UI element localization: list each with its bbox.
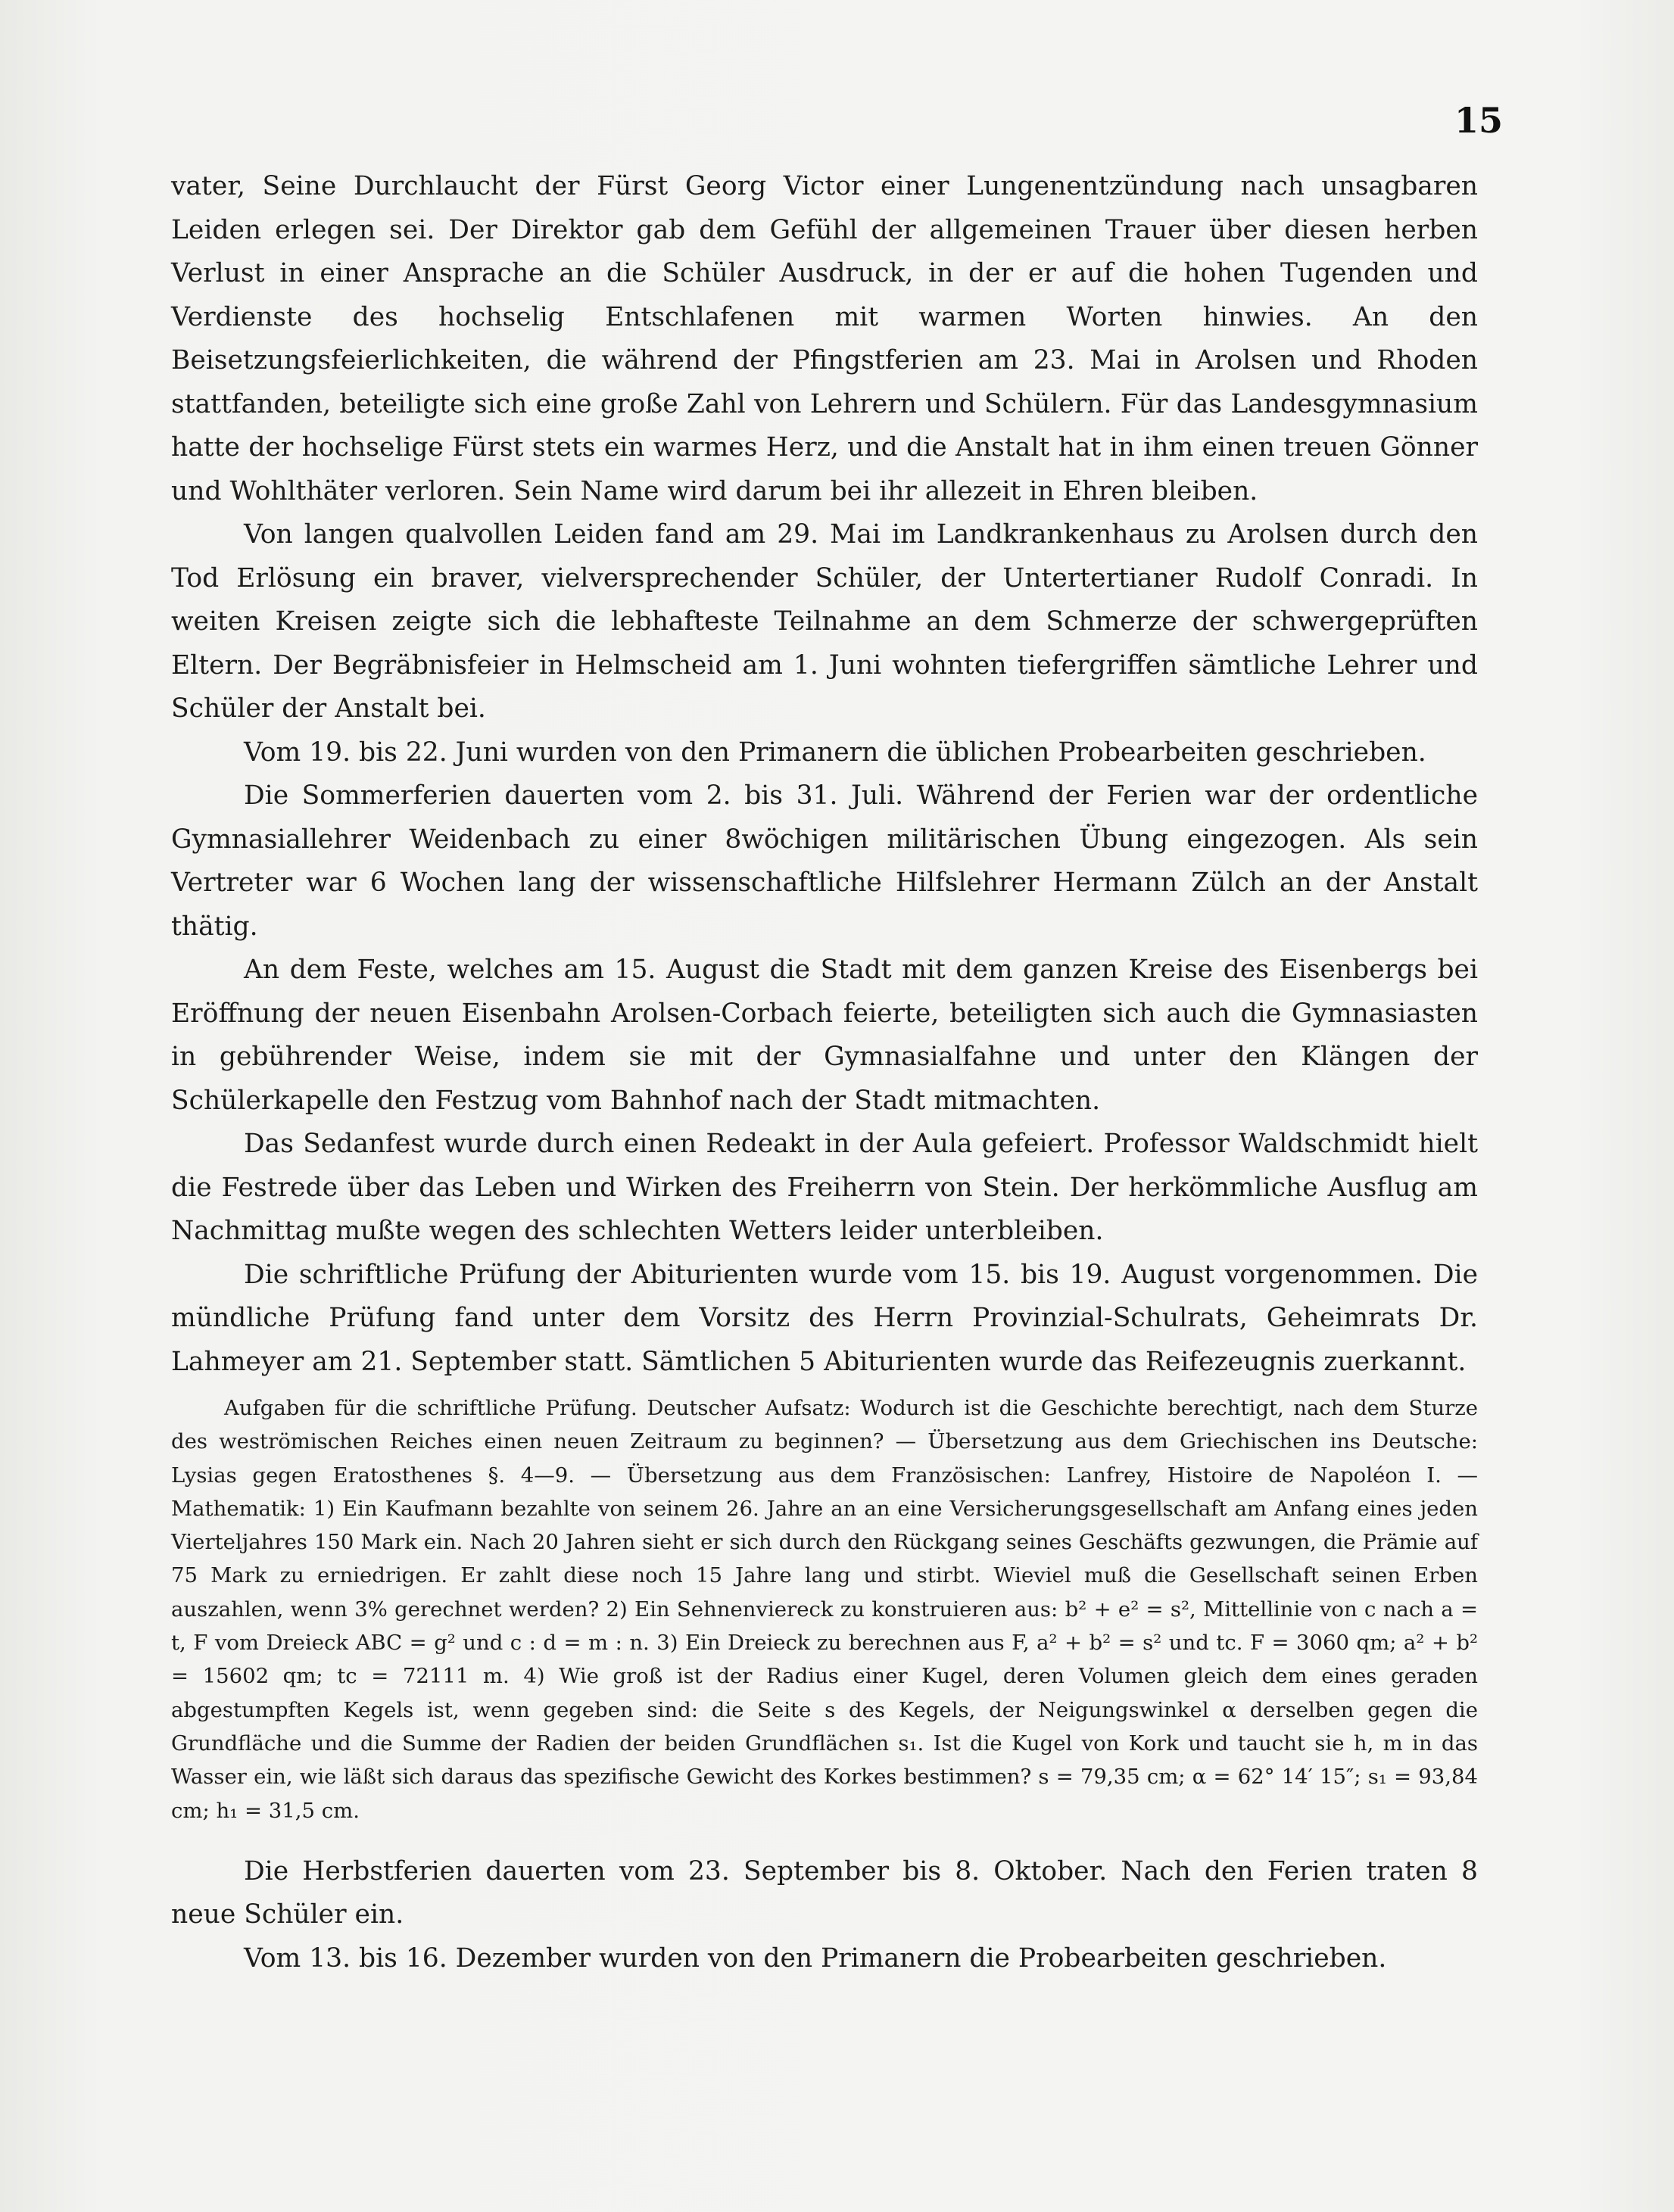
exam-tasks-note: Aufgaben für die schriftliche Prüfung. Deutscher Aufsatz: Wodurch ist die Geschichte berechtigt, nach dem Sturze des weströmischen Reiches einen neuen Zeitraum zu beginnen? — Übersetzung aus dem Griechischen ins Deutsche: Lysias gegen Eratosthenes §. 4—9. — Übersetzung aus dem Französischen: Lanfrey, Histoire de Napoléon I. — Mathematik: 1) Ein Kaufmann bezahlte von seinem 26. Jahre an an eine Versicherungsgesellschaft am Anfang eines jeden Vierteljahres 150 Mark ein. Nach 20 Jahren sieht er sich durch den Rückgang seines Geschäfts gezwungen, die Prämie auf 75 Mark zu erniedrigen. Er zahlt diese noch 15 Jahre lang und stirbt. Wieviel muß die Gesellschaft seinen Erben auszahlen, wenn 3% gerechnet werden? 2) Ein Sehnenviereck zu konstruieren aus: b² + e² = s², Mittellinie von c nach a = t, F vom Dreieck ABC = g² und c : d = m : n. 3) Ein Dreieck zu berechnen aus F, a² + b² = s² und tc. F = 3060 qm; a² + b² = 15602 qm; tc = 72111 m. 4) Wie groß ist der Radius einer Kugel, deren Volumen gleich dem eines geraden abgestumpften Kegels ist, wenn gegeben sind: die Seite s des Kegels, der Neigungswinkel α derselben gegen die Grundfläche und die Summe der Radien der beiden Grundflächen s₁. Ist die Kugel von Kork und taucht sie h, m in das Wasser ein, wie läßt sich daraus das spezifische Gewicht des Korkes bestimmen? s = 79,35 cm; α = 62° 14′ 15″; s₁ = 93,84 cm; h₁ = 31,5 cm.	[171, 1396, 1478, 1823]
paragraph-december-exams: Vom 13. bis 16. Dezember wurden von den Primanern die Probearbeiten geschrieben.	[244, 1943, 1387, 1974]
body-text	[171, 165, 1478, 1980]
paragraph-abitur-exam: Die schriftliche Prüfung der Abiturienten wurde vom 15. bis 19. August vorgenommen. Die mündliche Prüfung fand unter dem Vorsitz des Herrn Provinzial-Schulrats, Geheimrats Dr. Lahmeyer am 21. September statt. Sämtlichen 5 Abiturienten wurde das Reifezeugnis zuerkannt.	[171, 1259, 1478, 1377]
paragraph-railway-festival: An dem Feste, welches am 15. August die Stadt mit dem ganzen Kreise des Eisenbergs bei Eröffnung der neuen Eisenbahn Arolsen-Corbach feierte, beteiligten sich auch die Gymnasiasten in gebührender Weise, indem sie mit der Gymnasialfahne und unter den Klängen der Schülerkapelle den Festzug vom Bahnhof nach der Stadt mitmachten.	[171, 955, 1478, 1116]
paragraph-prince-death: vater, Seine Durchlaucht der Fürst Georg Victor einer Lungenentzündung nach unsagbaren Leiden erlegen sei. Der Direktor gab dem Gefühl der allgemeinen Trauer über diesen herben Verlust in einer Ansprache an die Schüler Ausdruck, in der er auf die hohen Tugenden und Verdienste des hochselig Entschlafenen mit warmen Worten hinwies. An den Beisetzungsfeierlichkeiten, die während der Pfingstferien am 23. Mai in Arolsen und Rhoden stattfanden, beteiligte sich eine große Zahl von Lehrern und Schülern. Für das Landesgymnasium hatte der hochselige Fürst stets ein warmes Herz, und die Anstalt hat in ihm einen treuen Gönner und Wohlthäter verloren. Sein Name wird darum bei ihr allezeit in Ehren bleiben.	[171, 171, 1478, 506]
paragraph-sedan-festival: Das Sedanfest wurde durch einen Redeakt in der Aula gefeiert. Professor Waldschmidt hielt die Festrede über das Leben und Wirken des Freiherrn von Stein. Der herkömmliche Ausflug am Nachmittag mußte wegen des schlechten Wetters leider unterbleiben.	[171, 1129, 1478, 1246]
page-number: 15	[1454, 100, 1503, 141]
paragraph-student-death: Von langen qualvollen Leiden fand am 29. Mai im Landkrankenhaus zu Arolsen durch den Tod Erlösung ein braver, vielversprechender Schüler, der Untertertianer Rudolf Conradi. In weiten Kreisen zeigte sich die lebhafteste Teilnahme an dem Schmerze der schwergeprüften Eltern. Der Begräbnisfeier in Helmscheid am 1. Juni wohnten tiefergriffen sämtliche Lehrer und Schüler der Anstalt bei.	[171, 519, 1478, 724]
paragraph-autumn-holidays: Die Herbstferien dauerten vom 23. September bis 8. Oktober. Nach den Ferien traten 8 neue Schüler ein.	[171, 1855, 1478, 1930]
paragraph-june-exams: Vom 19. bis 22. Juni wurden von den Primanern die üblichen Probearbeiten geschrieben.	[244, 737, 1426, 768]
paragraph-summer-holidays: Die Sommerferien dauerten vom 2. bis 31. Juli. Während der Ferien war der ordentliche Gymnasiallehrer Weidenbach zu einer 8wöchigen militärischen Übung eingezogen. Als sein Vertreter war 6 Wochen lang der wissenschaftliche Hilfslehrer Hermann Zülch an der Anstalt thätig.	[171, 780, 1478, 942]
